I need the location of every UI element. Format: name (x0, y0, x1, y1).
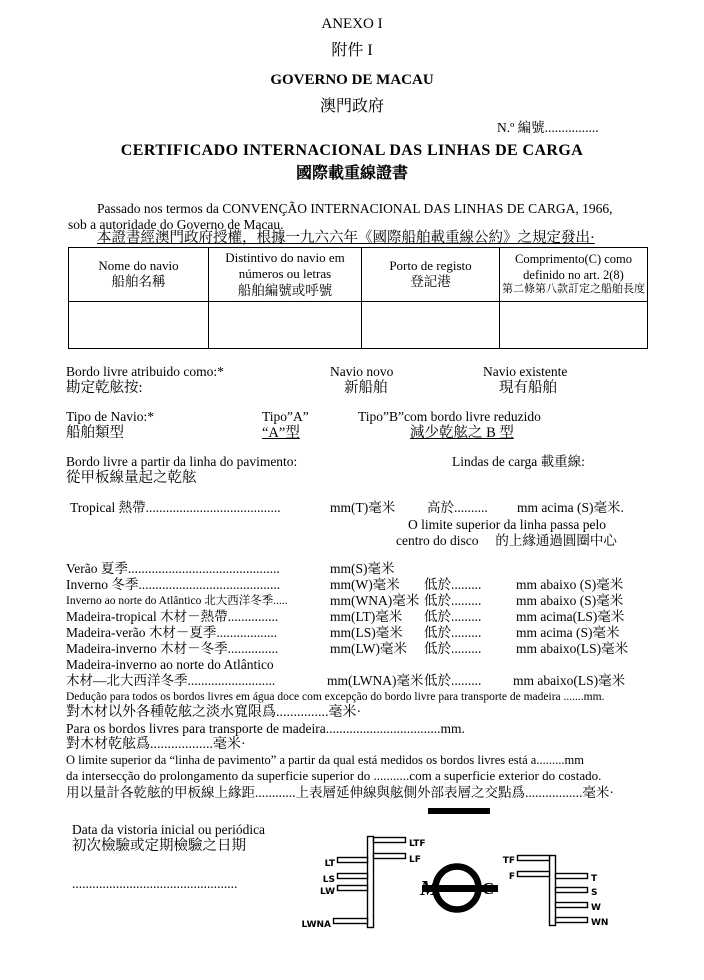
type-b-option[interactable]: Tipo”B”com bordo livre reduzido (358, 409, 541, 424)
w-label: W (591, 903, 601, 913)
comb-spine (550, 856, 556, 926)
existing-ship-option[interactable]: Navio existente (483, 364, 568, 379)
ltf-label: LTF (409, 839, 426, 849)
freeboard-row-timber-tropical: Madeira-tropical 木材－熱帶............... (66, 609, 279, 624)
column-header-ship-name (69, 248, 209, 302)
column-header-pt: Comprimento(C) como definido no art. 2(8) (515, 252, 632, 282)
loadline-note: mm acima(LS)毫米 (516, 609, 625, 624)
ls-mark (338, 874, 368, 879)
load-line-diagram (290, 800, 670, 975)
freeboard-row-summer: Verão 夏季............................................. (66, 561, 280, 576)
note-freshwater-deduction-cn: 對木材以外各種乾舷之淡水寬限爲...............毫米· (66, 705, 362, 720)
freeboard-heading: Bordo livre a partir da linha do pavimento: (66, 454, 298, 469)
certificate-title-cn: 國際載重線證書 (295, 165, 408, 182)
freeboard-assigned-label-cn: 勘定乾舷按: (66, 380, 143, 396)
freeboard-row-winter-na: Inverno ao norte do Atlântico 北大西洋冬季..... (66, 595, 288, 607)
loadline-note: mm abaixo(LS)毫米 (513, 673, 626, 688)
column-header-length (500, 248, 648, 302)
government-heading: GOVERNO DE MACAU (270, 72, 434, 88)
freeboard-value[interactable]: mm(S)毫米 (330, 561, 395, 576)
annex-heading: ANEXO I (321, 16, 383, 32)
annex-heading-cn: 附件 I (331, 42, 373, 59)
lt-label: LT (324, 859, 335, 869)
freeboard-row-winter: Inverno 冬季.......................................... (66, 577, 281, 592)
note-deck-line-2: da intersecção do prolongamento da superficie superior do ...........com a superficie exterior do costado. (66, 768, 602, 783)
loadline-offset[interactable]: 低於......... (424, 625, 482, 640)
port-cell[interactable] (362, 302, 500, 349)
loadline-offset[interactable]: 低於......... (424, 577, 482, 592)
type-a-option-cn: “A”型 (262, 425, 300, 441)
freeboard-assigned-label: Bordo livre atribuido como:* (66, 364, 224, 379)
column-header-pt: Nome do navio (98, 258, 179, 274)
lw-mark (338, 886, 368, 891)
intro-line-1: Passado nos termos da CONVENÇÃO INTERNACIONAL DAS LINHAS DE CARGA, 1966, (97, 201, 613, 216)
lwna-label: LWNA (301, 920, 331, 930)
note-timber-freeboard: Para os bordos livres para transporte de madeira..................................mm. (66, 721, 465, 736)
type-a-option[interactable]: Tipo”A” (262, 409, 309, 424)
t-mark (556, 874, 588, 879)
ship-particulars-table (68, 247, 648, 349)
loadline-note: mm acima (S)毫米. (517, 500, 624, 515)
freeboard-row-tropical: Tropical 熱帶........................................ (70, 500, 281, 515)
column-header-cn: 船舶名稱 (111, 274, 166, 290)
survey-date-label-cn: 初次檢驗或定期檢驗之日期 (72, 838, 246, 854)
s-label: S (591, 888, 598, 898)
survey-date-label: Data da vistoria inicial ou periódica (72, 822, 266, 837)
ls-label: LS (322, 875, 335, 885)
column-header-pt: Porto de registo (389, 258, 472, 274)
freeboard-row-timber-winter-na-2: 木材—北大西洋冬季.......................... (66, 673, 276, 688)
tf-label: TF (502, 856, 515, 866)
loadline-offset[interactable]: 高於.......... (427, 500, 488, 515)
loadline-offset[interactable]: 低於......... (424, 593, 482, 608)
lt-mark (338, 858, 368, 863)
freeboard-value[interactable]: mm(LT)毫米 (330, 609, 403, 624)
seasonal-loadline-comb (503, 856, 609, 929)
new-ship-option[interactable]: Navio novo (330, 364, 394, 379)
f-mark (518, 872, 550, 877)
loadline-note: mm abaixo (S)毫米 (516, 577, 624, 592)
wn-label: WN (591, 918, 609, 928)
comb-spine (368, 837, 374, 928)
freeboard-value[interactable]: mm(WNA)毫米 (330, 593, 420, 608)
loadline-offset[interactable]: 低於......... (424, 609, 482, 624)
length-cell[interactable] (500, 302, 648, 349)
survey-date-field[interactable]: ................................................. (72, 876, 238, 891)
tf-mark (518, 856, 550, 861)
freeboard-row-timber-summer: Madeira-verão 木材－夏季.................. (66, 625, 278, 640)
freeboard-row-timber-winter-na-1: Madeira-inverno ao norte do Atlântico (66, 657, 274, 672)
ltf-mark (374, 838, 406, 843)
intro-line-cn: 本證書經澳門政府授權，根據一九六六年《國際船舶載重線公約》之規定發出· (97, 230, 595, 246)
tropical-note-1: O limite superior da linha passa pelo (408, 517, 606, 532)
column-header-distinctive (209, 248, 362, 302)
loadline-note: mm acima (S)毫米 (516, 625, 620, 640)
lw-label: LW (320, 887, 335, 897)
column-header-port (362, 248, 500, 302)
ship-type-label: Tipo de Navio:* (66, 409, 155, 424)
lf-mark (374, 854, 406, 859)
loadline-disc (419, 867, 498, 910)
freeboard-value[interactable]: mm(LW)毫米 (330, 641, 407, 656)
table-row (69, 302, 648, 349)
existing-ship-option-cn: 現有船舶 (499, 380, 557, 396)
t-label: T (591, 874, 598, 884)
intro-line-2: sob a autoridade do Governo de Macau. (68, 217, 284, 232)
w-mark (556, 903, 588, 908)
timber-loadline-comb (302, 837, 426, 931)
freeboard-row-timber-winter: Madeira-inverno 木材－冬季............... (66, 641, 279, 656)
new-ship-option-cn: 新船舶 (344, 380, 388, 396)
type-b-option-cn: 減少乾舷之 B 型 (410, 425, 514, 441)
lwna-mark (334, 919, 368, 924)
distinctive-cell[interactable] (209, 302, 362, 349)
authority-letter-c: C (482, 879, 495, 898)
loadline-note: mm abaixo (S)毫米 (516, 593, 624, 608)
government-heading-cn: 澳門政府 (319, 98, 384, 115)
note-timber-freeboard-cn: 對木材乾舷爲..................毫米· (66, 737, 246, 752)
freeboard-value[interactable]: mm(LS)毫米 (330, 625, 403, 640)
loadline-offset[interactable]: 低於......... (424, 641, 482, 656)
loadlines-heading: Lindas de carga 載重線: (452, 454, 585, 469)
s-mark (556, 888, 588, 893)
ship-type-label-cn: 船舶類型 (66, 425, 124, 441)
wn-mark (556, 918, 588, 923)
loadline-note: mm abaixo(LS)毫米 (516, 641, 629, 656)
certificate-number-field[interactable]: N.º 編號................ (497, 120, 599, 135)
column-header-cn: 登記港 (410, 274, 451, 290)
loadline-offset[interactable]: 低於......... (424, 673, 482, 688)
certificate-title: CERTIFICADO INTERNACIONAL DAS LINHAS DE CARGA (120, 142, 584, 159)
f-label: F (508, 872, 515, 882)
note-freshwater-deduction: Dedução para todos os bordos livres em água doce com excepção do bordo livre para transporte de madeira .......mm. (66, 691, 605, 703)
column-header-cn: 船舶編號或呼號 (237, 282, 333, 298)
tropical-note-2: centro do disco 的上緣通過圓圈中心 (396, 533, 617, 548)
lf-label: LF (409, 855, 421, 865)
note-deck-line-cn: 用以量計各乾舷的甲板線上緣距............上表層延伸線與舷側外部表層之交點爲.................毫米· (66, 785, 614, 800)
freeboard-value[interactable]: mm(W)毫米 (330, 577, 400, 592)
column-header-cn: 第二條第八款訂定之船舶長度 (502, 283, 645, 296)
note-deck-line-1: O limite superior da “linha de pavimento” a partir da qual está medidos os bordos livres está a.........mm (66, 753, 584, 767)
freeboard-heading-cn: 從甲板線量起之乾舷 (66, 470, 197, 486)
freeboard-value[interactable]: mm(LWNA)毫米 (327, 673, 424, 688)
ship-name-cell[interactable] (69, 302, 209, 349)
authority-letter-m: M (420, 876, 439, 900)
freeboard-value[interactable]: mm(T)毫米 (330, 500, 396, 515)
column-header-pt: Distintivo do navio em números ou letras (225, 250, 345, 282)
